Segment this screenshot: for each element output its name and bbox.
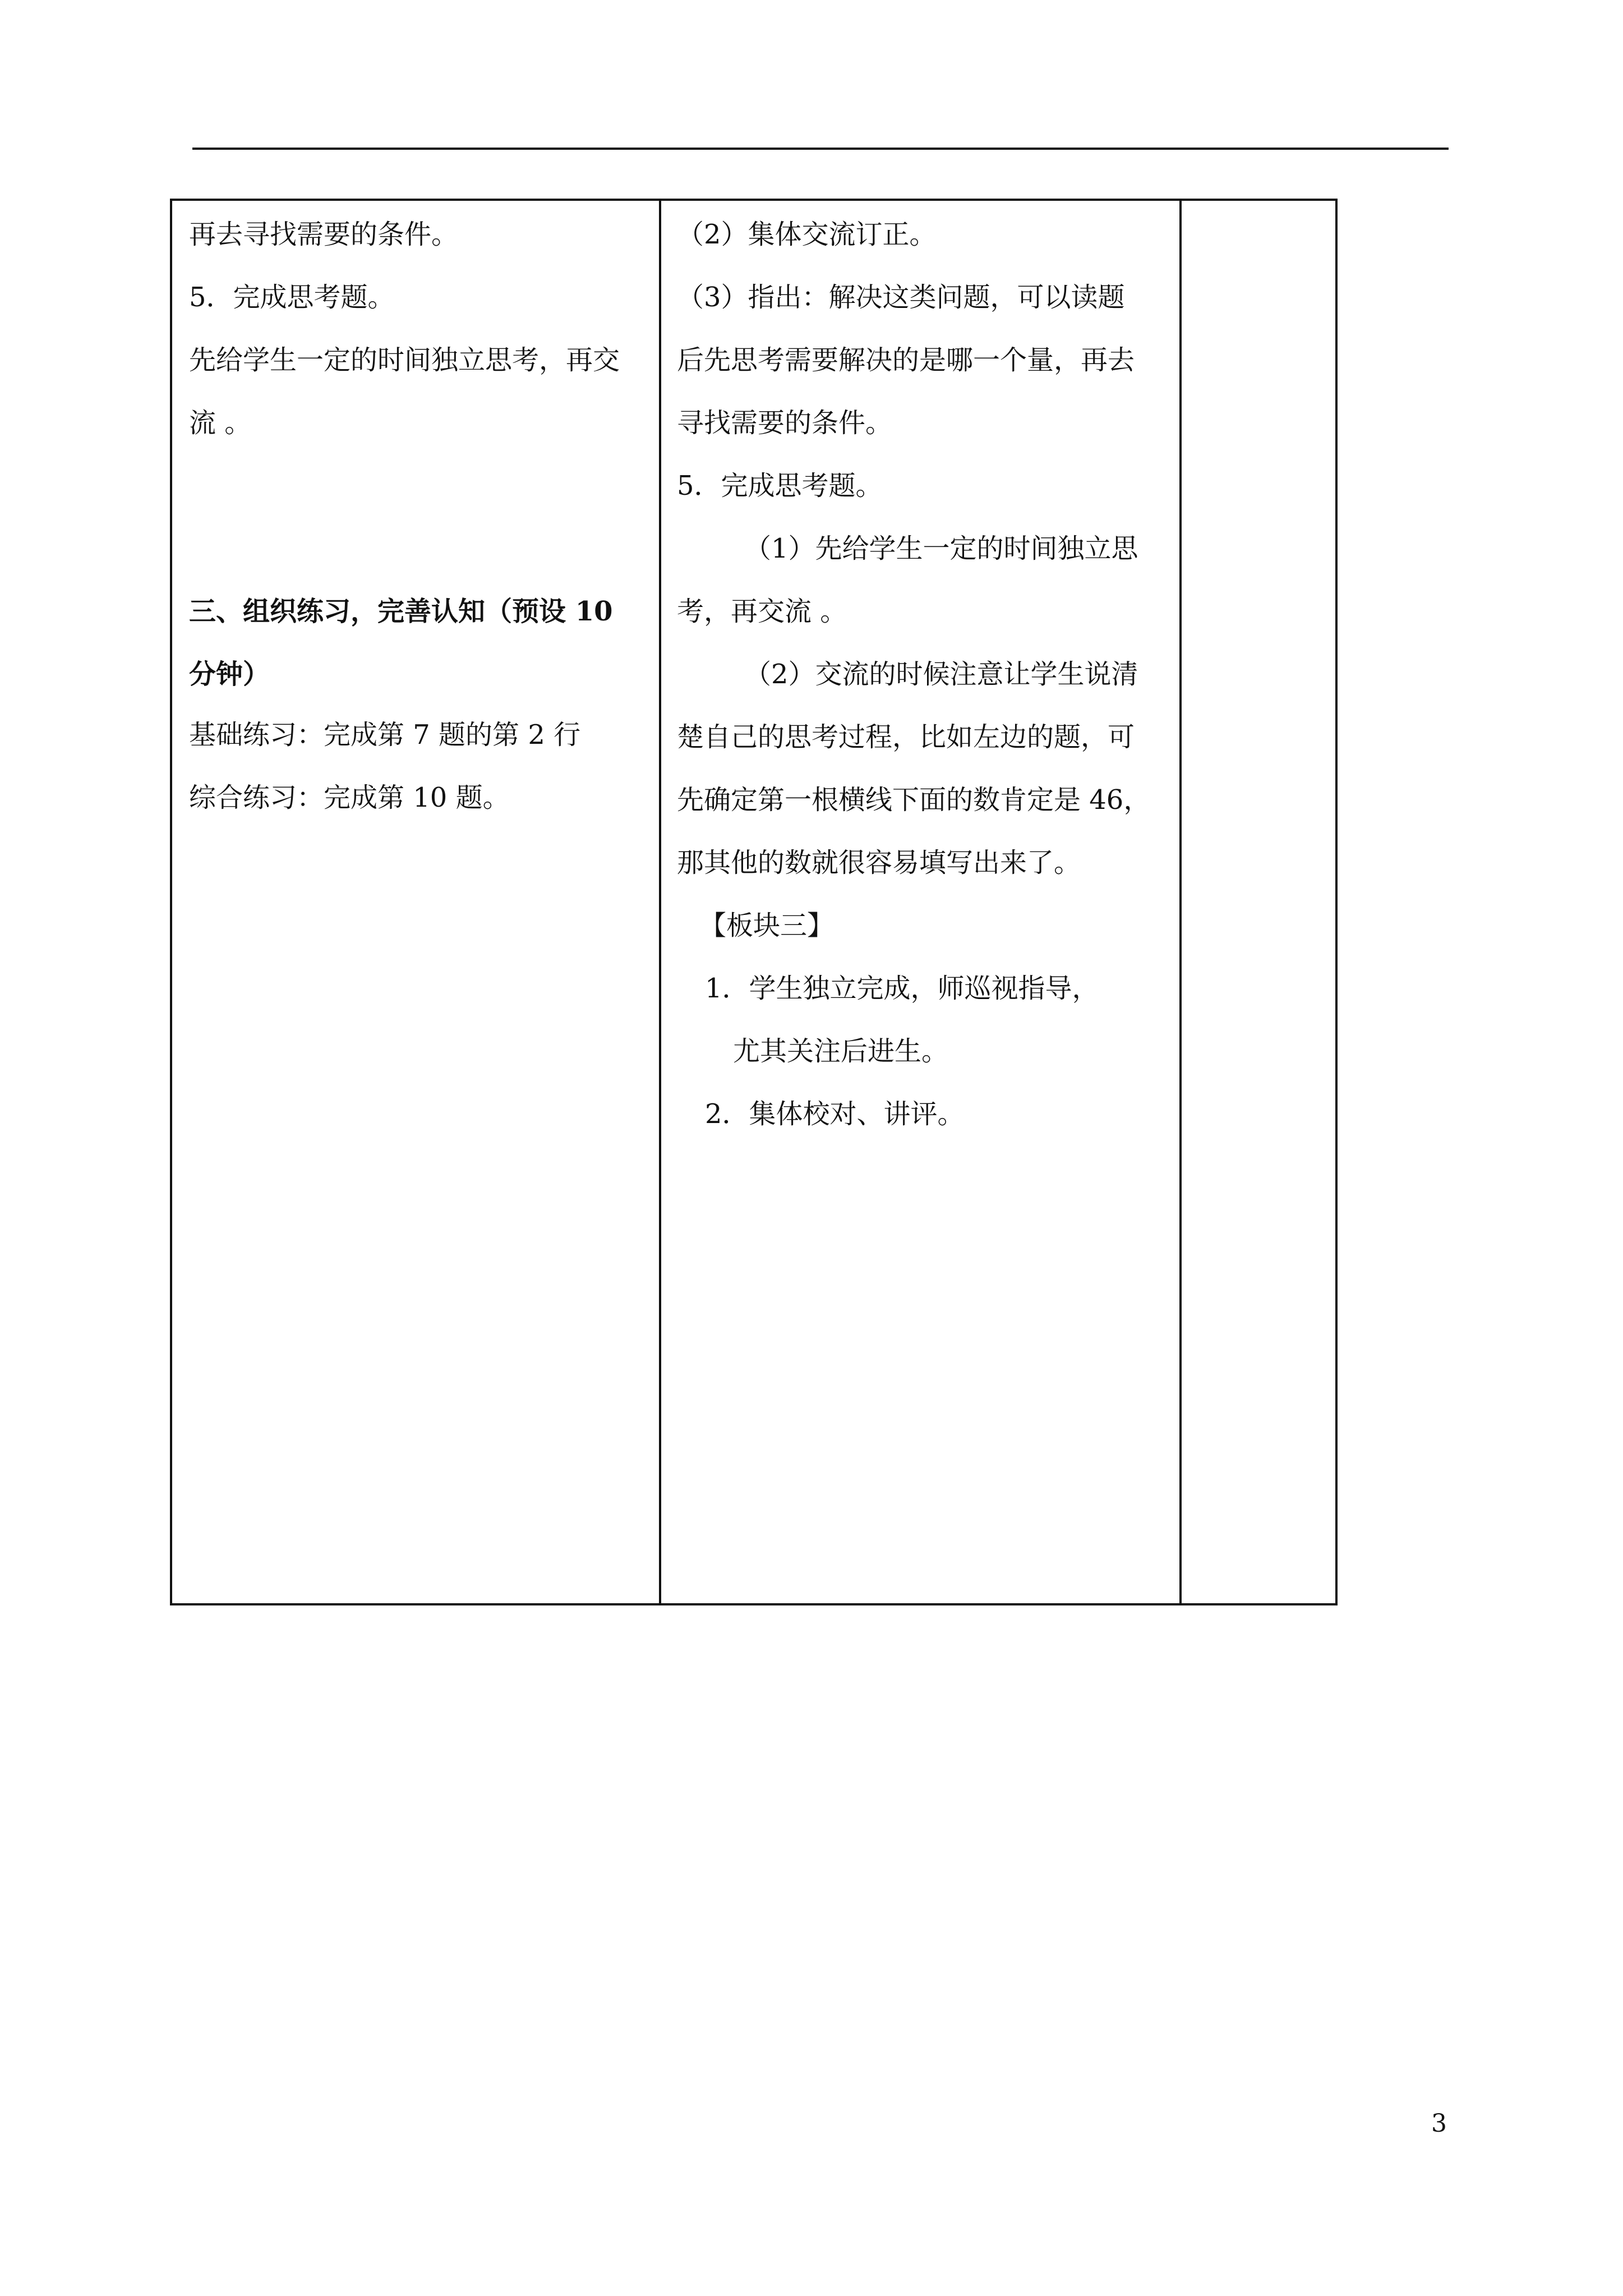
table-line: 考，再交流 。	[677, 596, 847, 627]
section-heading: 三、组织练习，完善认知（预设 10	[189, 596, 613, 627]
table-line: 基础练习：完成第 7 题的第 2 行	[189, 719, 581, 751]
table-line: 综合练习：完成第 10 题。	[189, 782, 510, 813]
table-line: 寻找需要的条件。	[677, 407, 893, 439]
table-line: 先确定第一根横线下面的数肯定是 46，	[677, 784, 1151, 816]
table-line: 流 。	[189, 407, 252, 439]
page-number: 3	[1431, 2109, 1447, 2138]
table-line: 2．集体校对、讲评。	[705, 1098, 965, 1130]
table-line: 5．完成思考题。	[677, 470, 883, 501]
table-line: 1．学生独立完成，师巡视指导，	[705, 973, 1099, 1004]
block-heading: 【板块三】	[699, 910, 834, 941]
header-rule	[192, 148, 1449, 150]
table-line: 再去寻找需要的条件。	[189, 219, 459, 250]
table-line: 楚自己的思考过程，比如左边的题，可	[677, 721, 1135, 753]
table-line: （2）集体交流订正。	[677, 219, 937, 250]
table-line: 5．完成思考题。	[189, 282, 395, 313]
table-line: 那其他的数就很容易填写出来了。	[677, 847, 1081, 878]
column-divider	[1179, 201, 1182, 1603]
table-line: 尤其关注后进生。	[733, 1036, 949, 1067]
table-line: 后先思考需要解决的是哪一个量，再去	[677, 344, 1135, 376]
lesson-table	[170, 199, 1338, 1605]
table-line: （3）指出：解决这类问题，可以读题	[677, 282, 1125, 313]
table-line: 先给学生一定的时间独立思考，再交	[189, 344, 620, 376]
table-line: （1）先给学生一定的时间独立思	[744, 533, 1138, 564]
section-heading: 分钟）	[189, 659, 270, 690]
column-divider	[659, 201, 661, 1603]
table-line: （2）交流的时候注意让学生说清	[744, 659, 1138, 690]
